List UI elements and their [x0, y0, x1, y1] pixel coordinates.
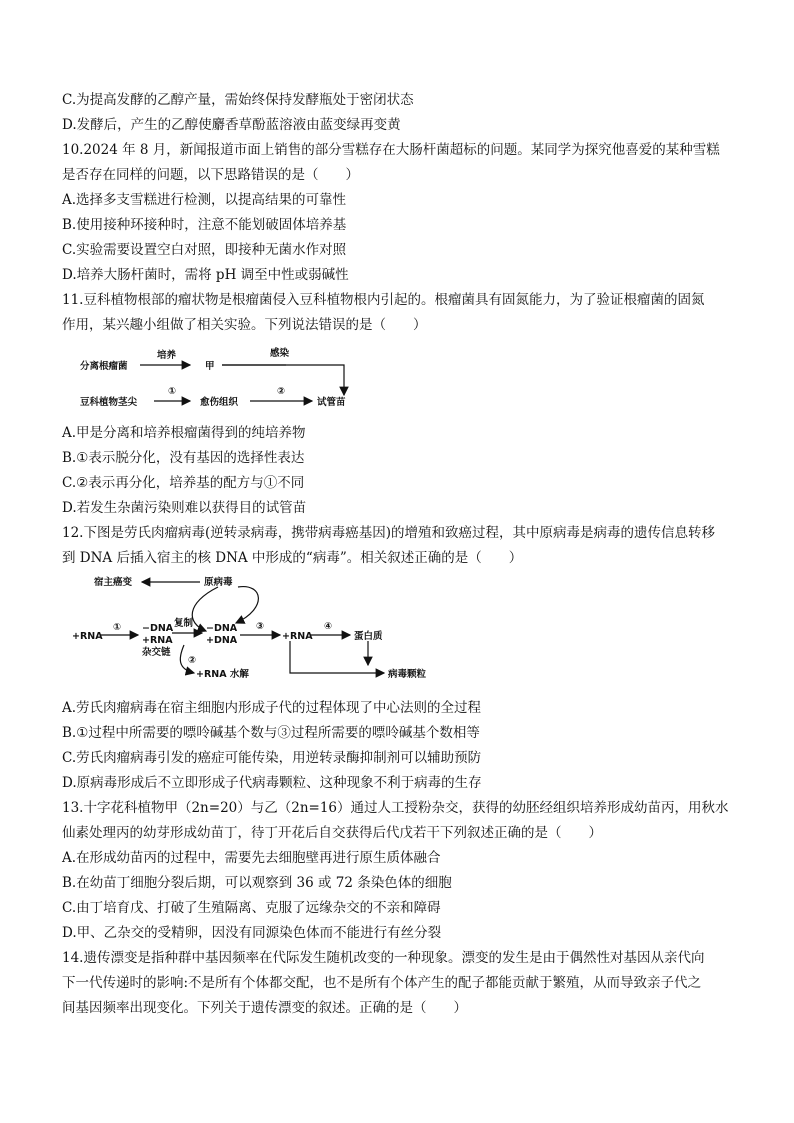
arrow-integrate	[236, 587, 258, 623]
q13-option-a: A.在形成幼苗丙的过程中，需要先去细胞壁再进行原生质体融合	[62, 850, 441, 866]
label-infect: 感染	[270, 348, 290, 359]
q14-stem-line3: 间基因频率出现变化。下列关于遗传漂变的叙述。正确的是（ ）	[62, 1000, 467, 1016]
node-stem-tip: 豆科植物茎尖	[80, 397, 138, 408]
arrow-rna-to-particle	[290, 641, 384, 673]
node-isolate-rhizobium: 分离根瘤菌	[80, 361, 128, 372]
q10-stem-line2: 是否存在同样的问题，以下思路错误的是（ ）	[62, 167, 359, 183]
q12-option-c: C.劳氏肉瘤病毒引发的癌症可能传染，用逆转录酶抑制剂可以辅助预防	[62, 750, 482, 766]
node-ds-plus: +DNA	[206, 635, 238, 646]
node-minus-dna: −DNA	[142, 623, 174, 634]
q12-stem-line1: 12.下图是劳氏肉瘤病毒(逆转录病毒，携带病毒癌基因)的增殖和致癌过程，其中原病毒是病毒的遗传信息转移	[62, 525, 716, 541]
label-copy: 复制	[174, 618, 194, 629]
label-culture: 培养	[157, 350, 177, 361]
q13-option-c: C.由丁培育戊、打破了生殖隔离、克服了远缘杂交的不亲和障碍	[62, 900, 441, 916]
q14-stem-line2: 下一代传递时的影响:不是所有个体都交配，也不是所有个体产生的配子都能贡献于繁殖，从而导致亲子代之	[62, 975, 702, 991]
q12-option-b: B.①过程中所需要的嘌呤碱基个数与③过程所需要的嘌呤碱基个数相等	[62, 725, 480, 741]
label-step2: ②	[188, 655, 197, 666]
q11-diagram	[62, 343, 362, 413]
q14-stem-line1: 14.遗传漂变是指种群中基因频率在代际发生随机改变的一种现象。漂变的发生是由于偶然性对基因从亲代向	[62, 950, 705, 966]
q12-option-d: D.原病毒形成后不立即形成子代病毒颗粒、这种现象不利于病毒的生存	[62, 775, 482, 791]
q11-option-b: B.①表示脱分化，没有基因的选择性表达	[62, 450, 305, 466]
node-jia: 甲	[205, 361, 215, 372]
q10-option-d: D.培养大肠杆菌时，需将 pH 调至中性或弱碱性	[62, 267, 349, 283]
q11-stem-line1: 11.豆科植物根部的瘤状物是根瘤菌侵入豆科植物根内引起的。根瘤菌具有固氮能力，为了验证根瘤菌的固氮	[62, 292, 705, 308]
node-rna-hydrolysis: +RNA 水解	[196, 669, 249, 680]
node-rna-1: +RNA	[72, 631, 103, 642]
q13-stem-line2: 仙素处理丙的幼芽形成幼苗丁，待丁开花后自交获得后代戊若干下列叙述正确的是（ ）	[62, 825, 602, 841]
q12-option-a: A.劳氏肉瘤病毒在宿主细胞内形成子代的过程体现了中心法则的全过程	[62, 700, 482, 716]
q13-option-d: D.甲、乙杂交的受精卵，因没有同源染色体而不能进行有丝分裂	[62, 925, 442, 941]
q13-option-b: B.在幼苗丁细胞分裂后期，可以观察到 36 或 72 条染色体的细胞	[62, 875, 452, 891]
node-plantlet: 试管苗	[317, 397, 346, 408]
q12-diagram	[68, 573, 448, 685]
q11-option-a: A.甲是分离和培养根瘤菌得到的纯培养物	[62, 425, 306, 441]
label-step1: ①	[113, 622, 122, 633]
q12-stem-line2: 到 DNA 后插入宿主的核 DNA 中形成的“病毒”。相关叙述正确的是（ ）	[62, 550, 523, 566]
q10-option-c: C.实验需要设置空白对照，即接种无菌水作对照	[62, 242, 347, 258]
node-hybrid: 杂交链	[142, 647, 171, 658]
label-step2: ②	[277, 386, 286, 397]
q10-stem-line1: 10.2024 年 8 月，新闻报道市面上销售的部分雪糕存在大肠杆菌超标的问题。某同学为探究他喜爱的某种雪糕	[62, 142, 720, 158]
q11-option-d: D.若发生杂菌污染则难以获得目的试管苗	[62, 500, 307, 516]
node-ds-minus: −DNA	[206, 623, 238, 634]
q9-option-d: D.发酵后，产生的乙醇使麝香草酚蓝溶液由蓝变绿再变黄	[62, 117, 401, 133]
q11-stem-line2: 作用，某兴趣小组做了相关实验。下列说法错误的是（ ）	[62, 317, 427, 333]
node-virus-particle: 病毒颗粒	[388, 669, 427, 680]
q9-option-c: C.为提高发酵的乙醇产量，需始终保持发酵瓶处于密闭状态	[62, 92, 414, 108]
node-rna-2: +RNA	[282, 631, 313, 642]
node-callus: 愈伤组织	[200, 397, 239, 408]
node-provirus: 原病毒	[204, 577, 233, 588]
label-step3: ③	[256, 621, 265, 632]
q11-option-c: C.②表示再分化，培养基的配方与①不同	[62, 475, 305, 491]
q13-stem-line1: 13.十字花科植物甲（2n=20）与乙（2n=16）通过人工授粉杂交，获得的幼胚经组织培养形成幼苗丙，用秋水	[62, 800, 729, 816]
node-plus-rna: +RNA	[142, 635, 173, 646]
q10-option-b: B.使用接种环接种时，注意不能划破固体培养基	[62, 217, 347, 233]
q10-option-a: A.选择多支雪糕进行检测，以提高结果的可靠性	[62, 192, 347, 208]
label-step1: ①	[168, 386, 177, 397]
node-protein: 蛋白质	[354, 631, 383, 642]
label-step4: ④	[324, 621, 333, 632]
node-host-cancer: 宿主癌变	[94, 577, 133, 588]
